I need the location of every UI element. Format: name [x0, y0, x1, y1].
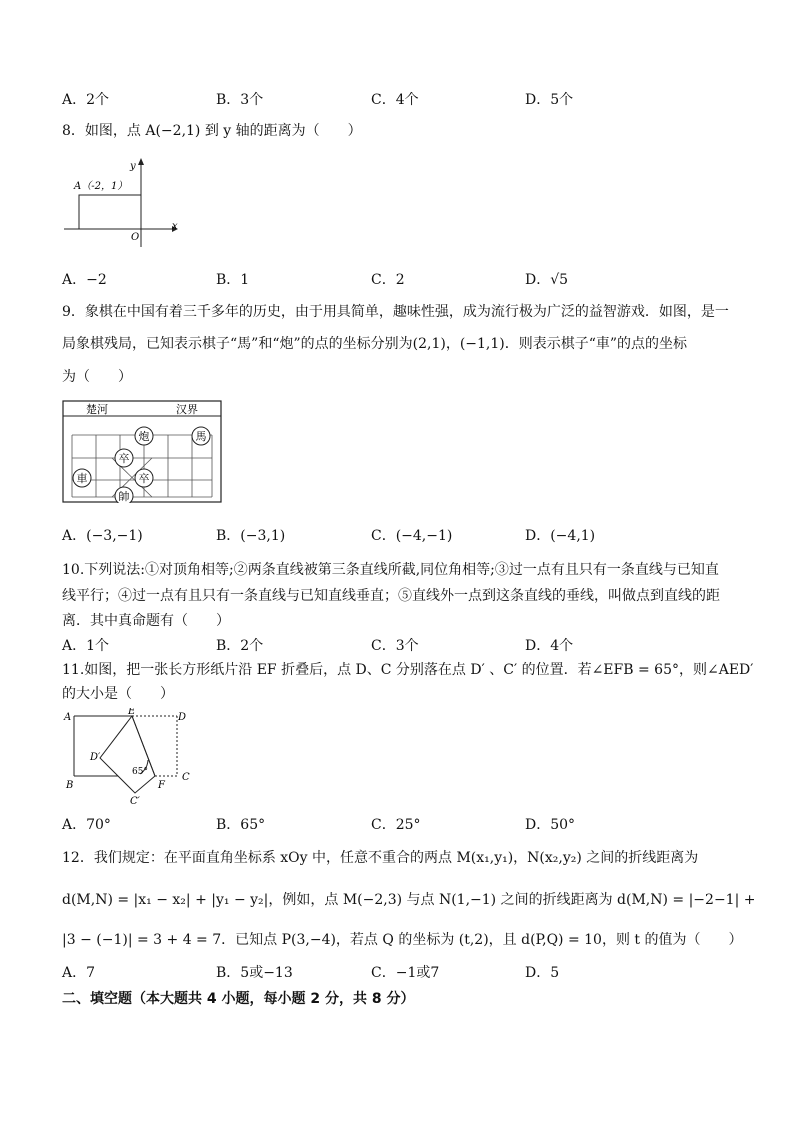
q11-label-f: F: [158, 780, 165, 791]
q8-option-c: C．2: [371, 272, 405, 288]
q8-option-d: D．√5: [525, 272, 569, 288]
q8-stem: 8．如图，点 A(−2,1) 到 y 轴的距离为（ ）: [62, 123, 362, 139]
q12-line-3: |3 − (−1)| = 3 + 4 = 7．已知点 P(3,−4)，若点 Q 的坐标为 (t,2)，且 d(P,Q) = 10，则 t 的值为（ ）: [62, 932, 743, 948]
q10-line-2: 线平行；④过一点有且只有一条直线与已知直线垂直；⑤直线外一点到这条直线的垂线，叫做点到直线的距: [62, 588, 720, 604]
q8-point-label: A（-2，1）: [74, 181, 128, 192]
q11-label-d: D: [178, 712, 187, 723]
q8-option-b: B．1: [216, 272, 250, 288]
q9-option-c: C．(−4,−1): [371, 528, 453, 544]
q8-option-a: A．−2: [62, 272, 107, 288]
q12-line-1: 12．我们规定：在平面直角坐标系 xOy 中，任意不重合的两点 M(x₁,y₁)，N(x₂,y₂) 之间的折线距离为: [62, 850, 699, 866]
q8-rectangle: [79, 195, 141, 229]
q11-label-b: B: [66, 780, 74, 791]
q10-option-c: C．3个: [371, 638, 419, 654]
q10-line-3: 离．其中真命题有（ ）: [62, 613, 230, 629]
q9-line-3: 为（ ）: [62, 369, 132, 385]
q7-option-c: C．4个: [371, 92, 419, 108]
q11-label-e: E: [128, 708, 136, 717]
q11-label-c: C: [182, 772, 190, 783]
q9-chessboard: [62, 400, 222, 503]
q10-option-a: A．1个: [62, 638, 110, 654]
q9-river-right: 汉界: [176, 403, 198, 416]
q7-option-b: B．3个: [216, 92, 264, 108]
q11-label-angle: 65°: [132, 767, 148, 777]
q9-option-b: B．(−3,1): [216, 528, 286, 544]
q9-piece-horse-label: 馬: [195, 430, 207, 443]
q9-piece-soldier-1-label: 卒: [118, 452, 130, 465]
q11-label-dprime: D′: [90, 752, 101, 763]
q8-origin-label: O: [131, 232, 140, 243]
q10-option-b: B．2个: [216, 638, 264, 654]
q7-option-a: A．2个: [62, 92, 110, 108]
q11-option-b: B．65°: [216, 817, 266, 833]
q12-line-2: d(M,N) = |x₁ − x₂| + |y₁ − y₂|，例如，点 M(−2,3) 与点 N(1,−1) 之间的折线距离为 d(M,N) = |−2−1| +: [62, 892, 756, 908]
q12-option-d: D．5: [525, 965, 560, 981]
q11-line-1: 11.如图，把一张长方形纸片沿 EF 折叠后，点 D、C 分别落在点 D′ 、C′ 的位置．若∠EFB = 65°，则∠AED′: [62, 662, 754, 678]
q9-piece-general-label: 帥: [118, 490, 130, 503]
q10-line-1: 10.下列说法:①对顶角相等;②两条直线被第三条直线所截,同位角相等;③过一点有且只有一条直线与已知直: [62, 562, 719, 578]
q9-option-a: A．(−3,−1): [62, 528, 143, 544]
q11-label-cprime: C′: [130, 796, 140, 807]
q9-piece-chariot-label: 車: [76, 472, 88, 485]
q11-figure: [62, 708, 197, 808]
q8-figure: [60, 155, 185, 250]
q10-option-d: D．4个: [525, 638, 574, 654]
q11-option-c: C．25°: [371, 817, 421, 833]
q12-option-c: C．−1或7: [371, 965, 440, 981]
q11-line-2: 的大小是（ ）: [62, 686, 174, 702]
q9-line-1: 9．象棋在中国有着三千多年的历史，由于用具简单，趣味性强，成为流行极为广泛的益智游戏．如图，是一: [62, 304, 729, 320]
q8-y-label: y: [130, 161, 136, 172]
q9-piece-cannon-label: 炮: [138, 430, 150, 443]
q11-label-a: A: [64, 712, 72, 723]
q7-option-d: D．5个: [525, 92, 574, 108]
q9-line-2: 局象棋残局，已知表示棋子“馬”和“炮”的点的坐标分别为(2,1)，(−1,1)．则表示棋子“車”的点的坐标: [62, 336, 688, 352]
q12-option-b: B．5或−13: [216, 965, 293, 981]
q12-option-a: A．7: [62, 965, 96, 981]
q11-option-d: D．50°: [525, 817, 576, 833]
q9-piece-soldier-2-label: 卒: [138, 472, 150, 485]
q9-option-d: D．(−4,1): [525, 528, 596, 544]
section-2-title: 二、填空题（本大题共 4 小题，每小题 2 分，共 8 分）: [62, 991, 415, 1007]
q9-river-left: 楚河: [86, 403, 108, 416]
q8-x-label: x: [172, 221, 178, 232]
q8-y-arrow: [138, 158, 144, 165]
q11-option-a: A．70°: [62, 817, 111, 833]
